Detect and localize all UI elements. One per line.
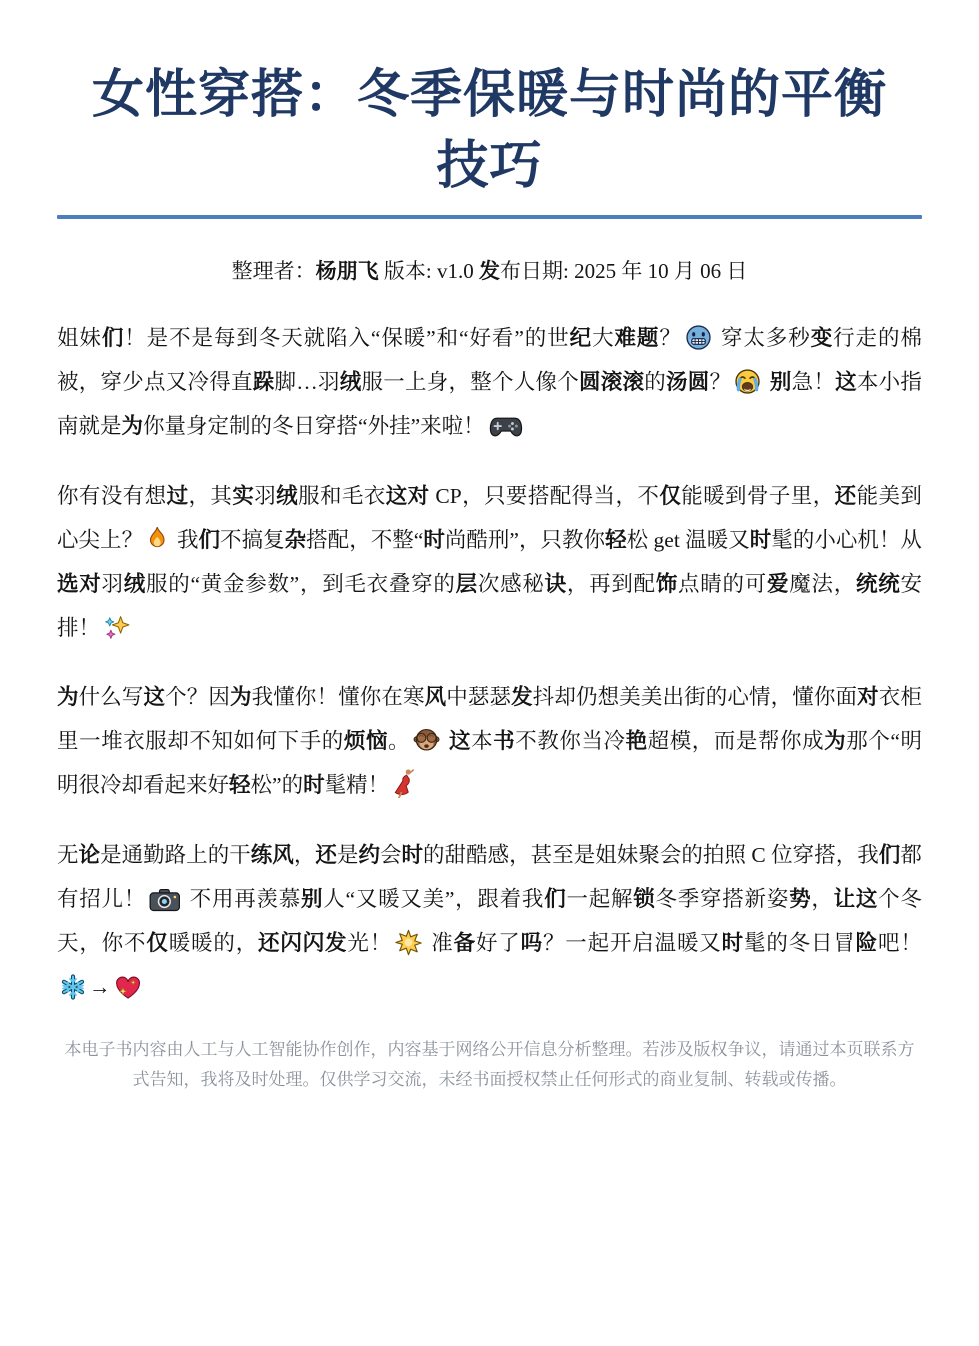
page-title <box>57 60 922 201</box>
page-title-line-2: 技巧 <box>436 135 543 196</box>
paragraph-4: 无论是通勤路上的干练风，还是约会时的甜酷感，甚至是姐妹聚会的拍照 C 位穿搭，我们都有招儿！ 不用再羡慕别人“又暖又美”，跟着我们一起解锁冬季穿搭新姿势，让这个冬天，你不仅暖暖的，还闪闪发光！ 准备好了吗？一起开启温暖又时髦的冬日冒险吧！→ <box>57 834 922 1009</box>
woman-dancing-emoji <box>392 768 417 803</box>
see-no-evil-monkey-emoji <box>413 727 440 759</box>
title-rule <box>57 215 922 219</box>
paragraph-3: 为什么写这个？因为我懂你！懂你在寒风中瑟瑟发抖却仍想美美出街的心情，懂你面对衣柜里一堆衣服却不知如何下手的烦恼。 这本书不教你当冷艳超模，而是帮你成为那个“明明很冷却看起来好轻松”的时髦精！ <box>57 676 922 808</box>
loudly-crying-face-emoji <box>734 368 761 400</box>
footer-disclaimer: 本电子书内容由人工与人工智能协作创作，内容基于网络公开信息分析整理。若涉及版权争议，请通过本页联系方式告知，我将及时处理。仅供学习交流，未经书面授权禁止任何形式的商业复制、转载或传播。 <box>64 1040 915 1089</box>
byline: 整理者：杨朋飞 版本: v1.0 发布日期: 2025 年 10 月 06 日 <box>231 259 748 284</box>
glowing-star-emoji <box>395 929 422 961</box>
sparkling-heart-emoji <box>114 975 142 1005</box>
fire-emoji <box>146 526 169 558</box>
page-title-line-1: 女性穿搭：冬季保暖与时尚的平衡 <box>91 65 887 125</box>
snowflake-emoji <box>60 974 86 1005</box>
paragraph-1: 姐妹们！是不是每到冬天就陷入“保暖”和“好看”的世纪大难题？ 穿太多秒变行走的棉被，穿少点又冷得直跺脚…羽绒服一上身，整个人像个圆滚滚的汤圆？ 别急！这本小指南就是为你量身定制的冬日穿搭“外挂”来啦！ <box>57 317 922 449</box>
intro-section <box>57 317 922 1009</box>
sparkles-emoji <box>103 614 130 646</box>
game-controller-emoji <box>488 416 524 444</box>
cold-face-emoji <box>685 324 712 356</box>
paragraph-2: 你有没有想过，其实羽绒服和毛衣这对 CP，只要搭配得当，不仅能暖到骨子里，还能美到心尖上？ 我们不搞复杂搭配，不整“时尚酷刑”，只教你轻松 get 温暖又时髦的小心机！从选对羽绒服的“黄金参数”，到毛衣叠穿的层次感秘诀，再到配饰点睛的可爱魔法，统统安排！ <box>57 475 922 650</box>
camera-emoji <box>149 888 181 917</box>
